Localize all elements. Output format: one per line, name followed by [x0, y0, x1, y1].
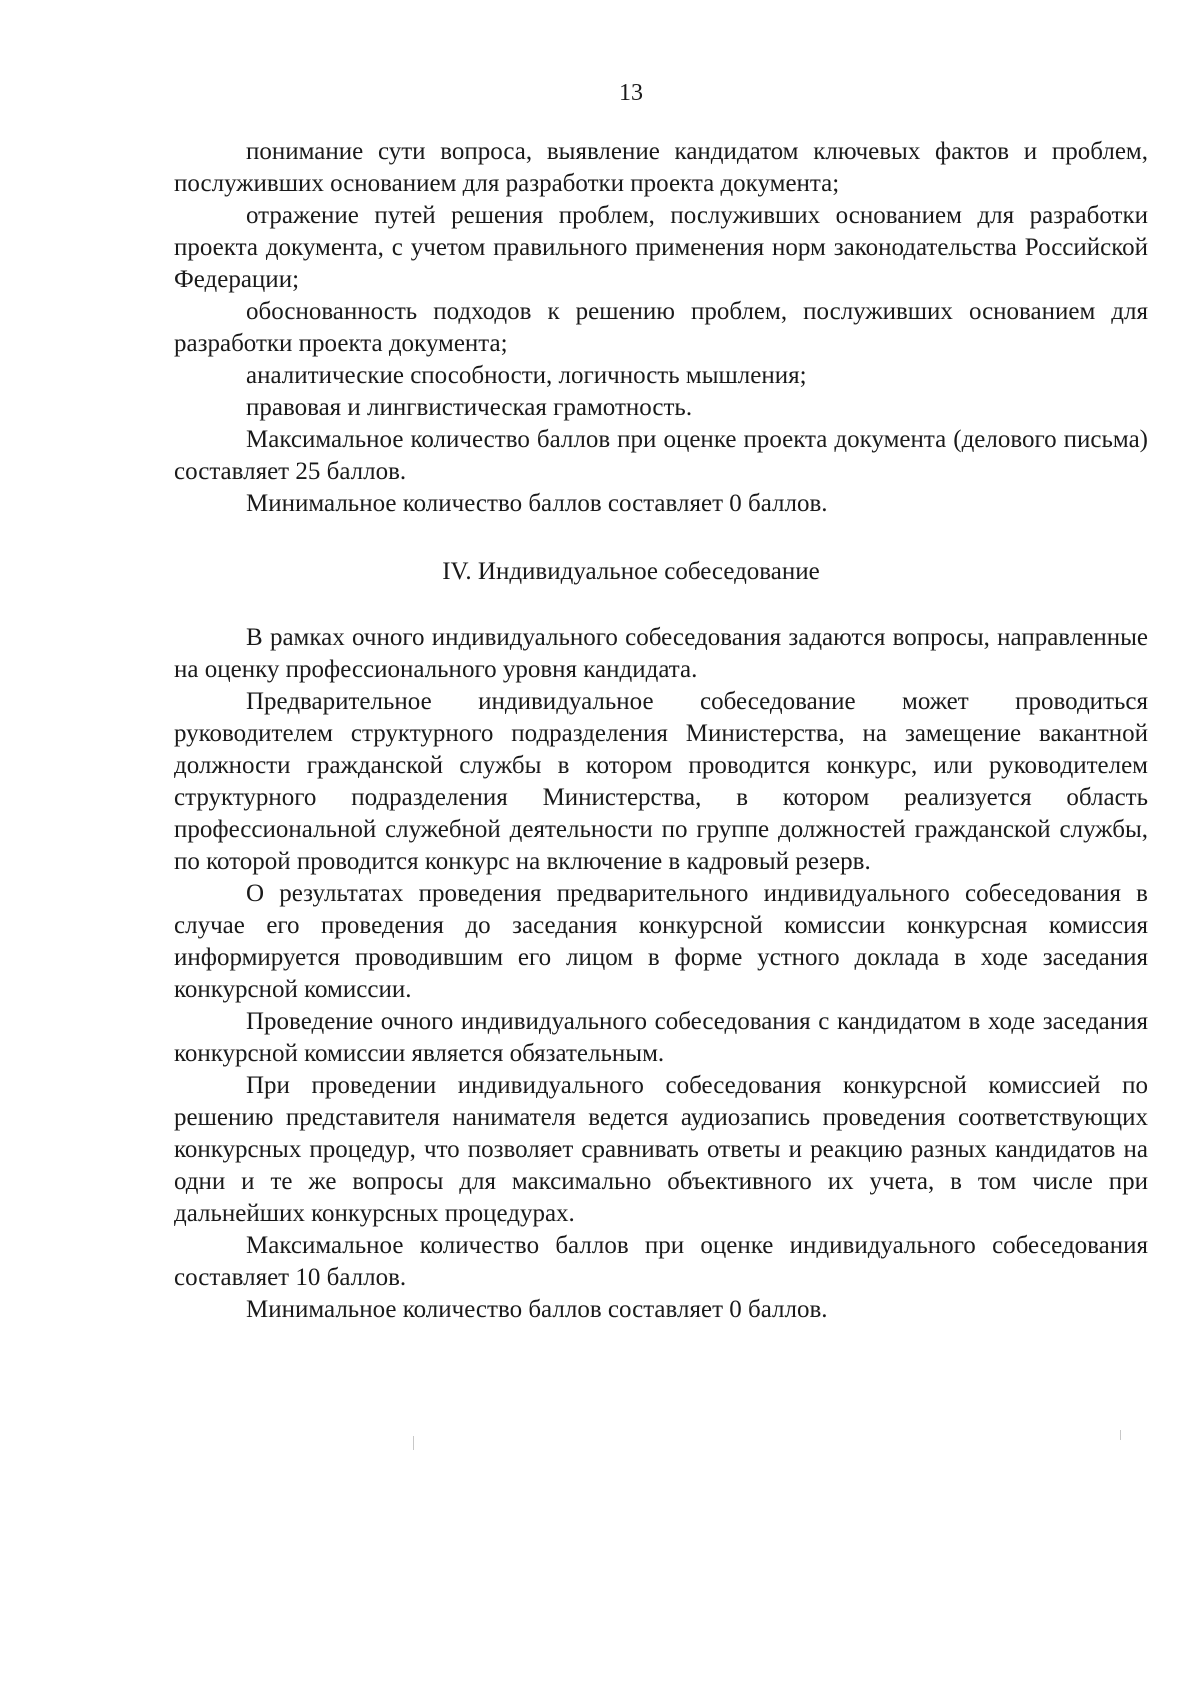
- criteria-section: [174, 136, 1148, 520]
- section-heading: IV. Индивидуальное собеседование: [442, 558, 820, 585]
- paragraph: Минимальное количество баллов составляет 0 баллов.: [246, 490, 828, 517]
- paragraph: обоснованность подходов к решению проблем, послуживших основанием для разработки проекта документа;: [174, 298, 1148, 357]
- paragraph: При проведении индивидуального собеседования конкурсной комиссией по решению представителя нанимателя ведется аудиозапись проведения соответствующих конкурсных процедур, что позволяет сравнивать ответы и реакцию разных кандидатов на одни и те же вопросы для максимально объективного их учета, в том числе при дальнейших конкурсных процедурах.: [174, 1072, 1148, 1227]
- paragraph: Максимальное количество баллов при оценке индивидуального собеседования составляет 10 баллов.: [174, 1232, 1148, 1291]
- paragraph: Проведение очного индивидуального собеседования с кандидатом в ходе заседания конкурсной комиссии является обязательным.: [174, 1008, 1148, 1067]
- paragraph: аналитические способности, логичность мышления;: [246, 362, 807, 389]
- paragraph: отражение путей решения проблем, послуживших основанием для разработки проекта документа, с учетом правильного применения норм законодательства Российской Федерации;: [174, 202, 1148, 293]
- paragraph: Предварительное индивидуальное собеседование может проводиться руководителем структурного подразделения Министерства, на замещение вакантной должности гражданской службы в котором проводится конкурс, или руководителем структурного подразделения Министерства, в котором реализуется область профессиональной служебной деятельности по группе должностей гражданской службы, по которой проводится конкурс на включение в кадровый резерв.: [174, 688, 1148, 875]
- paragraph: О результатах проведения предварительного индивидуального собеседования в случае его проведения до заседания конкурсной комиссии конкурсная комиссия информируется проводившим его лицом в форме устного доклада в ходе заседания конкурсной комиссии.: [174, 880, 1148, 1003]
- scan-artifact: [413, 1436, 414, 1450]
- scan-artifact: [1120, 1430, 1121, 1440]
- paragraph: понимание сути вопроса, выявление кандидатом ключевых фактов и проблем, послуживших основанием для разработки проекта документа;: [174, 138, 1148, 197]
- paragraph: В рамках очного индивидуального собеседования задаются вопросы, направленные на оценку профессионального уровня кандидата.: [174, 624, 1148, 683]
- interview-section: [174, 622, 1148, 1326]
- paragraph: Максимальное количество баллов при оценке проекта документа (делового письма) составляет 25 баллов.: [174, 426, 1148, 485]
- paragraph: Минимальное количество баллов составляет 0 баллов.: [246, 1296, 828, 1323]
- paragraph: правовая и лингвистическая грамотность.: [246, 394, 693, 421]
- page-number: 13: [619, 80, 643, 106]
